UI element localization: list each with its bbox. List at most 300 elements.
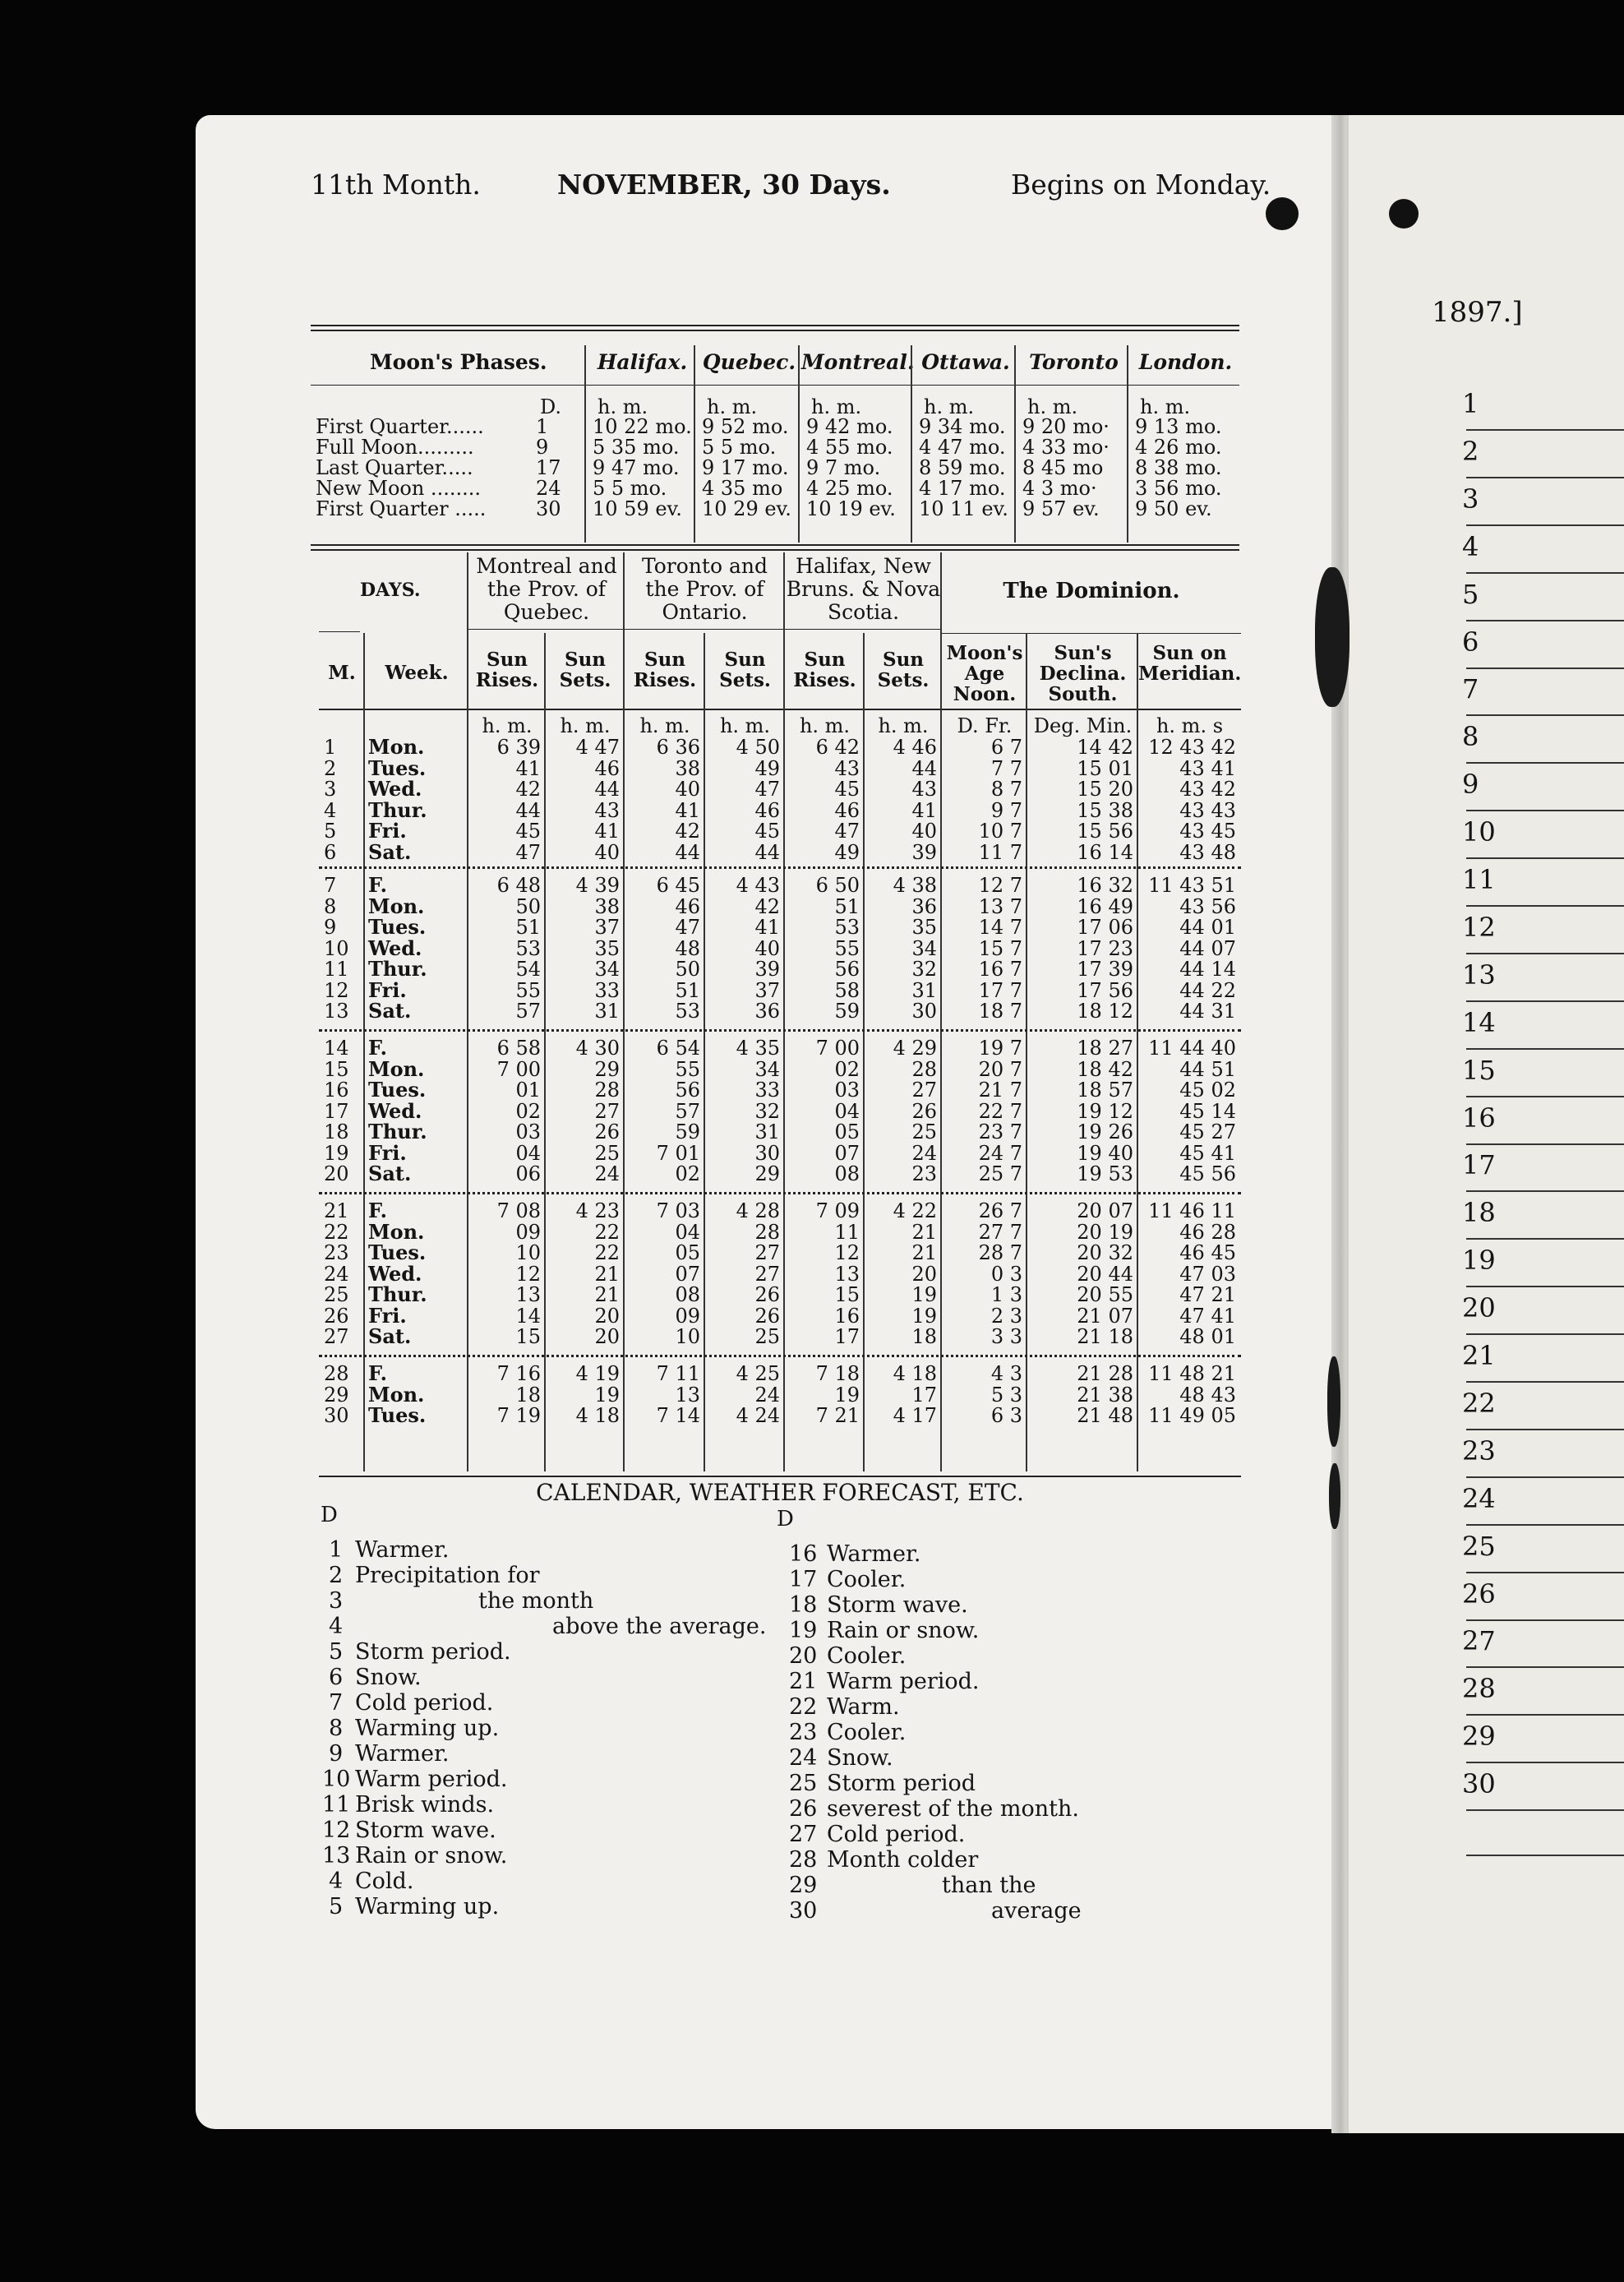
dotted-rule	[319, 866, 1241, 869]
table-cell: 21	[324, 1199, 349, 1222]
forecast-day: 19	[789, 1618, 818, 1643]
table-cell: 53	[675, 1000, 700, 1023]
phase-time: 10 22 mo.	[593, 415, 692, 438]
phase-day: 1	[536, 415, 549, 438]
table-cell: Mon.	[368, 735, 425, 759]
table-cell: 20	[594, 1325, 620, 1348]
table-cell: 20	[911, 1262, 937, 1286]
table-cell: 02	[834, 1057, 860, 1081]
phase-time: 9 17 mo.	[702, 456, 789, 479]
unit-label: h. m.	[799, 714, 851, 737]
forecast-text: Storm period	[827, 1771, 976, 1796]
table-cell: 36	[754, 1000, 780, 1023]
phase-name: Last Quarter.....	[316, 456, 473, 479]
phase-time: 8 45 mo	[1022, 456, 1104, 479]
table-cell: 12 43 42	[1148, 736, 1236, 759]
table-cell: 28	[911, 1057, 937, 1081]
table-cell: 11 49 05	[1148, 1404, 1236, 1427]
table-cell: Fri.	[368, 819, 407, 843]
forecast-day: 1	[329, 1537, 344, 1563]
table-cell: 27	[594, 1099, 620, 1123]
rule	[311, 544, 1239, 546]
table-cell: 35	[911, 916, 937, 939]
table-cell: 22 7	[978, 1099, 1022, 1123]
facing-rule	[1466, 1714, 1624, 1716]
table-cell: Tues.	[368, 1078, 427, 1102]
ink-blot	[1315, 567, 1349, 707]
phase-name: First Quarter .....	[316, 497, 487, 520]
dotted-rule	[319, 1192, 1241, 1194]
table-cell: 4 25	[736, 1362, 780, 1385]
table-cell: 30	[911, 1000, 937, 1023]
table-cell: Wed.	[368, 1098, 422, 1123]
forecast-day: 11	[322, 1792, 351, 1818]
rule	[319, 631, 360, 632]
table-cell: Thur.	[368, 1120, 427, 1143]
facing-day-number: 17	[1462, 1149, 1496, 1181]
table-cell: 37	[594, 916, 620, 939]
facing-rule	[1466, 1000, 1624, 1002]
phase-time: 5 5 mo.	[702, 436, 777, 459]
table-cell: 43	[834, 756, 860, 780]
table-cell: 32	[911, 958, 937, 981]
forecast-day: 21	[789, 1669, 818, 1694]
table-cell: 20	[594, 1304, 620, 1328]
table-cell: 4 50	[736, 736, 780, 759]
phase-unit: h. m.	[597, 395, 648, 418]
table-cell: 21 07	[1077, 1304, 1133, 1328]
facing-rule	[1466, 1286, 1624, 1287]
table-cell: 43 56	[1179, 894, 1236, 918]
forecast-text: severest of the month.	[827, 1796, 1079, 1822]
table-cell: 46 28	[1179, 1220, 1236, 1244]
table-cell: 6 58	[496, 1037, 541, 1060]
table-cell: 28	[754, 1220, 780, 1244]
forecast-text: Rain or snow.	[355, 1843, 508, 1869]
table-cell: 11 44 40	[1148, 1037, 1236, 1060]
table-cell: 43 42	[1179, 778, 1236, 801]
rule	[1014, 345, 1016, 543]
group-header-2: Halifax, New Bruns. & Nova Scotia.	[786, 554, 941, 624]
table-cell: 03	[515, 1120, 541, 1143]
forecast-d-right: D	[777, 1507, 794, 1531]
table-cell: 31	[911, 978, 937, 1002]
forecast-text: Cold period.	[827, 1822, 966, 1847]
forecast-text: Warming up.	[355, 1716, 500, 1741]
table-cell: Mon.	[368, 894, 425, 918]
forecast-text: Snow.	[827, 1745, 893, 1771]
table-cell: 26	[594, 1120, 620, 1143]
table-cell: 1 3	[990, 1283, 1022, 1306]
table-cell: 15	[834, 1283, 860, 1306]
table-cell: 47 41	[1179, 1304, 1236, 1328]
table-cell: 3	[324, 778, 337, 801]
year-label: 1897.]	[1432, 296, 1523, 329]
facing-day-number: 8	[1462, 721, 1479, 753]
forecast-day: 16	[789, 1541, 818, 1567]
facing-day-number: 30	[1462, 1768, 1496, 1800]
table-cell: 4 39	[575, 874, 620, 897]
table-cell: 7 16	[496, 1362, 541, 1385]
table-cell: 45	[515, 820, 541, 843]
forecast-day: 25	[789, 1771, 818, 1796]
table-cell: 46	[675, 894, 700, 918]
table-cell: 15 20	[1077, 778, 1133, 801]
binding-hole	[1389, 199, 1419, 229]
phase-time: 3 56 mo.	[1135, 477, 1222, 500]
table-cell: Thur.	[368, 1282, 427, 1306]
facing-day-number: 12	[1462, 911, 1496, 943]
forecast-text: Warm period.	[355, 1767, 508, 1792]
table-cell: 7 21	[815, 1404, 860, 1427]
table-cell: 49	[834, 840, 860, 864]
table-cell: 43	[594, 798, 620, 822]
table-cell: 44	[594, 778, 620, 801]
facing-rule	[1466, 1429, 1624, 1430]
facing-rule	[1466, 1572, 1624, 1573]
forecast-text: above the average.	[552, 1614, 767, 1639]
table-cell: 43 43	[1179, 798, 1236, 822]
facing-day-number: 5	[1462, 578, 1479, 610]
facing-day-number: 13	[1462, 959, 1496, 991]
col-header-5: Sun Sets.	[719, 649, 771, 691]
phase-time: 4 26 mo.	[1135, 436, 1222, 459]
table-cell: 4 35	[736, 1037, 780, 1060]
forecast-d-left: D	[321, 1503, 338, 1527]
table-cell: 11 46 11	[1148, 1199, 1236, 1222]
table-cell: 20 44	[1077, 1262, 1133, 1286]
col-header-6: Sun Rises.	[793, 649, 856, 691]
table-cell: 21 38	[1077, 1383, 1133, 1407]
forecast-text: Brisk winds.	[355, 1792, 495, 1818]
table-cell: 47	[834, 820, 860, 843]
table-cell: 11 48 21	[1148, 1362, 1236, 1385]
facing-day-number: 19	[1462, 1245, 1496, 1277]
table-cell: 13	[834, 1262, 860, 1286]
table-cell: 17 39	[1077, 958, 1133, 981]
table-cell: 18 57	[1077, 1079, 1133, 1102]
table-cell: 8	[324, 894, 337, 918]
col-header-8: Moon's Age Noon.	[946, 642, 1023, 705]
table-cell: 19	[594, 1383, 620, 1407]
table-cell: 42	[754, 894, 780, 918]
days-label: DAYS.	[360, 580, 421, 601]
dotted-rule	[319, 1029, 1241, 1032]
table-cell: 24	[911, 1141, 937, 1165]
table-cell: 17 7	[978, 978, 1022, 1002]
table-cell: Mon.	[368, 1219, 425, 1244]
table-cell: 06	[515, 1162, 541, 1185]
table-cell: 16 32	[1077, 874, 1133, 897]
table-cell: 38	[594, 894, 620, 918]
table-cell: 16 49	[1077, 894, 1133, 918]
rule	[311, 330, 1239, 331]
phase-day: 17	[536, 456, 561, 479]
table-cell: 6 36	[656, 736, 700, 759]
table-cell: 21 7	[978, 1079, 1022, 1102]
phases-label: Moon's Phases.	[370, 350, 547, 374]
table-cell: 48 01	[1179, 1325, 1236, 1348]
table-cell: 14 7	[978, 916, 1022, 939]
table-cell: 04	[834, 1099, 860, 1123]
forecast-day: 18	[789, 1592, 818, 1618]
table-cell: 45 14	[1179, 1099, 1236, 1123]
table-cell: 26	[754, 1283, 780, 1306]
unit-label: h. m.	[719, 714, 771, 737]
facing-day-number: 7	[1462, 673, 1479, 705]
table-cell: 15 01	[1077, 756, 1133, 780]
table-cell: Sat.	[368, 839, 412, 864]
phase-time: 8 59 mo.	[919, 456, 1006, 479]
table-cell: 4 17	[893, 1404, 937, 1427]
phase-city-1: Quebec.	[702, 350, 796, 374]
table-cell: 11 43 51	[1148, 874, 1236, 897]
table-cell: 40	[594, 840, 620, 864]
forecast-day: 10	[322, 1767, 351, 1792]
table-cell: F.	[368, 873, 387, 897]
table-cell: 20 7	[978, 1057, 1022, 1081]
facing-day-number: 11	[1462, 864, 1496, 895]
table-cell: 19	[834, 1383, 860, 1407]
table-cell: 41	[515, 756, 541, 780]
forecast-day: 23	[789, 1720, 818, 1745]
forecast-text: Storm period.	[355, 1639, 511, 1665]
table-cell: 11 7	[978, 840, 1022, 864]
phase-city-0: Halifax.	[597, 350, 688, 374]
phase-city-4: Toronto	[1029, 350, 1119, 374]
phase-time: 4 3 mo·	[1022, 477, 1097, 500]
table-cell: 57	[515, 1000, 541, 1023]
table-cell: 46	[834, 798, 860, 822]
table-cell: 56	[675, 1079, 700, 1102]
table-cell: 02	[515, 1099, 541, 1123]
table-cell: 22	[324, 1220, 349, 1244]
table-cell: 5	[324, 820, 337, 843]
phase-time: 5 5 mo.	[593, 477, 667, 500]
table-cell: 03	[834, 1079, 860, 1102]
table-cell: 24	[594, 1162, 620, 1185]
rule	[911, 345, 912, 543]
unit-label: h. m.	[639, 714, 690, 737]
table-cell: F.	[368, 1036, 387, 1060]
facing-rule	[1466, 1238, 1624, 1240]
table-cell: 4 47	[575, 736, 620, 759]
table-cell: 19 12	[1077, 1099, 1133, 1123]
phase-unit: h. m.	[1027, 395, 1078, 418]
forecast-text: average	[991, 1898, 1082, 1924]
table-cell: Sat.	[368, 999, 412, 1023]
col-header-4: Sun Rises.	[633, 649, 697, 691]
phase-name: Full Moon.........	[316, 436, 474, 459]
ink-blot	[1327, 1356, 1340, 1447]
table-cell: 09	[675, 1304, 700, 1328]
table-cell: Mon.	[368, 1382, 425, 1407]
unit-label: h. m.	[560, 714, 611, 737]
table-cell: Wed.	[368, 935, 422, 960]
forecast-day: 7	[329, 1690, 344, 1716]
table-cell: 6 54	[656, 1037, 700, 1060]
table-cell: 17	[324, 1099, 349, 1123]
table-cell: 7 19	[496, 1404, 541, 1427]
facing-day-number: 14	[1462, 1006, 1496, 1038]
table-cell: 32	[754, 1099, 780, 1123]
table-cell: 34	[754, 1057, 780, 1081]
table-cell: 24 7	[978, 1141, 1022, 1165]
forecast-text: Snow.	[355, 1665, 422, 1690]
rule	[940, 552, 942, 635]
facing-rule	[1466, 1143, 1624, 1145]
table-cell: 4 22	[893, 1199, 937, 1222]
table-cell: 4 18	[575, 1404, 620, 1427]
table-cell: 0 3	[990, 1262, 1022, 1286]
facing-day-number: 28	[1462, 1673, 1496, 1705]
table-cell: 27	[754, 1262, 780, 1286]
table-cell: 29	[324, 1383, 349, 1407]
phase-time: 9 52 mo.	[702, 415, 789, 438]
page-title: NOVEMBER, 30 Days.	[557, 169, 891, 201]
table-cell: 6 3	[990, 1404, 1022, 1427]
table-cell: 2 3	[990, 1304, 1022, 1328]
table-cell: 4	[324, 798, 337, 822]
table-cell: 27 7	[978, 1220, 1022, 1244]
table-cell: 14	[515, 1304, 541, 1328]
forecast-day: 5	[329, 1639, 344, 1665]
table-cell: 6 45	[656, 874, 700, 897]
table-cell: Thur.	[368, 957, 427, 981]
table-cell: 10 7	[978, 820, 1022, 843]
table-cell: 43 45	[1179, 820, 1236, 843]
table-cell: 50	[515, 894, 541, 918]
table-cell: 16 7	[978, 958, 1022, 981]
facing-day-number: 29	[1462, 1721, 1496, 1753]
table-cell: 25	[594, 1141, 620, 1165]
table-cell: 21 48	[1077, 1404, 1133, 1427]
table-cell: 12 7	[978, 874, 1022, 897]
group-header-dominion: The Dominion.	[1003, 579, 1180, 603]
table-cell: 7 11	[656, 1362, 700, 1385]
facing-day-number: 3	[1462, 483, 1479, 515]
table-cell: Fri.	[368, 977, 407, 1002]
table-cell: 43 41	[1179, 756, 1236, 780]
table-cell: 31	[754, 1120, 780, 1143]
table-cell: 18 7	[978, 1000, 1022, 1023]
table-cell: 6 42	[815, 736, 860, 759]
table-cell: 7 01	[656, 1141, 700, 1165]
forecast-text: Warmer.	[355, 1537, 450, 1563]
table-cell: 23	[911, 1162, 937, 1185]
table-cell: 30	[754, 1141, 780, 1165]
table-cell: 55	[515, 978, 541, 1002]
table-cell: 44	[911, 756, 937, 780]
table-cell: 34	[594, 958, 620, 981]
facing-rule	[1466, 1524, 1624, 1526]
unit-label: h. m.	[482, 714, 533, 737]
table-cell: 41	[594, 820, 620, 843]
table-cell: 21 18	[1077, 1325, 1133, 1348]
table-cell: 18	[515, 1383, 541, 1407]
table-cell: 29	[754, 1162, 780, 1185]
phase-time: 10 59 ev.	[593, 497, 682, 520]
facing-rule	[1466, 762, 1624, 764]
forecast-text: Cooler.	[827, 1643, 907, 1669]
facing-rule	[1466, 524, 1624, 526]
table-cell: 53	[515, 936, 541, 960]
table-cell: 20 55	[1077, 1283, 1133, 1306]
facing-day-number: 18	[1462, 1197, 1496, 1229]
table-cell: 47	[675, 916, 700, 939]
unit-label: h. m. s	[1156, 714, 1224, 737]
table-cell: 33	[594, 978, 620, 1002]
table-cell: 21	[594, 1262, 620, 1286]
forecast-text: Warm period.	[827, 1669, 980, 1694]
table-cell: 40	[754, 936, 780, 960]
table-cell: 12	[834, 1241, 860, 1264]
facing-day-number: 1	[1462, 388, 1479, 419]
table-cell: 20	[324, 1162, 349, 1185]
group-header-0: Montreal and the Prov. of Quebec.	[476, 554, 617, 624]
table-cell: 27	[754, 1241, 780, 1264]
forecast-day: 4	[329, 1614, 344, 1639]
phase-time: 9 34 mo.	[919, 415, 1006, 438]
forecast-day: 26	[789, 1796, 818, 1822]
facing-rule	[1466, 1190, 1624, 1192]
table-cell: 4 29	[893, 1037, 937, 1060]
facing-day-number: 10	[1462, 816, 1496, 848]
table-cell: 42	[515, 778, 541, 801]
table-cell: 42	[675, 820, 700, 843]
forecast-day: 13	[322, 1843, 351, 1869]
table-cell: 44	[515, 798, 541, 822]
table-cell: 6 39	[496, 736, 541, 759]
table-cell: 38	[675, 756, 700, 780]
table-cell: 28	[324, 1362, 349, 1385]
table-cell: 44	[754, 840, 780, 864]
table-cell: 8 7	[990, 778, 1022, 801]
table-cell: 7 09	[815, 1199, 860, 1222]
table-cell: 45 02	[1179, 1079, 1236, 1102]
forecast-text: Cooler.	[827, 1720, 907, 1745]
table-cell: 45 56	[1179, 1162, 1236, 1185]
table-cell: 40	[675, 778, 700, 801]
forecast-day: 9	[329, 1741, 344, 1767]
table-cell: 9 7	[990, 798, 1022, 822]
facing-rule	[1466, 714, 1624, 716]
table-cell: 19 26	[1077, 1120, 1133, 1143]
table-cell: 47	[754, 778, 780, 801]
table-cell: Tues.	[368, 1403, 427, 1427]
table-cell: 57	[675, 1099, 700, 1123]
table-cell: Tues.	[368, 1240, 427, 1264]
table-cell: 18 27	[1077, 1037, 1133, 1060]
facing-day-number: 15	[1462, 1054, 1496, 1086]
table-cell: 4 24	[736, 1404, 780, 1427]
facing-rule	[1466, 1048, 1624, 1050]
begins-on: Begins on Monday.	[1011, 169, 1271, 201]
forecast-day: 3	[329, 1588, 344, 1614]
table-cell: 21	[911, 1220, 937, 1244]
rule	[1127, 345, 1128, 543]
table-cell: 4 19	[575, 1362, 620, 1385]
table-cell: 15 38	[1077, 798, 1133, 822]
table-cell: 48	[675, 936, 700, 960]
table-cell: 4 28	[736, 1199, 780, 1222]
table-cell: 46	[754, 798, 780, 822]
table-cell: 26	[324, 1304, 349, 1328]
table-cell: 17	[834, 1325, 860, 1348]
table-cell: 54	[515, 958, 541, 981]
rule	[319, 1476, 1241, 1477]
table-cell: 4 18	[893, 1362, 937, 1385]
